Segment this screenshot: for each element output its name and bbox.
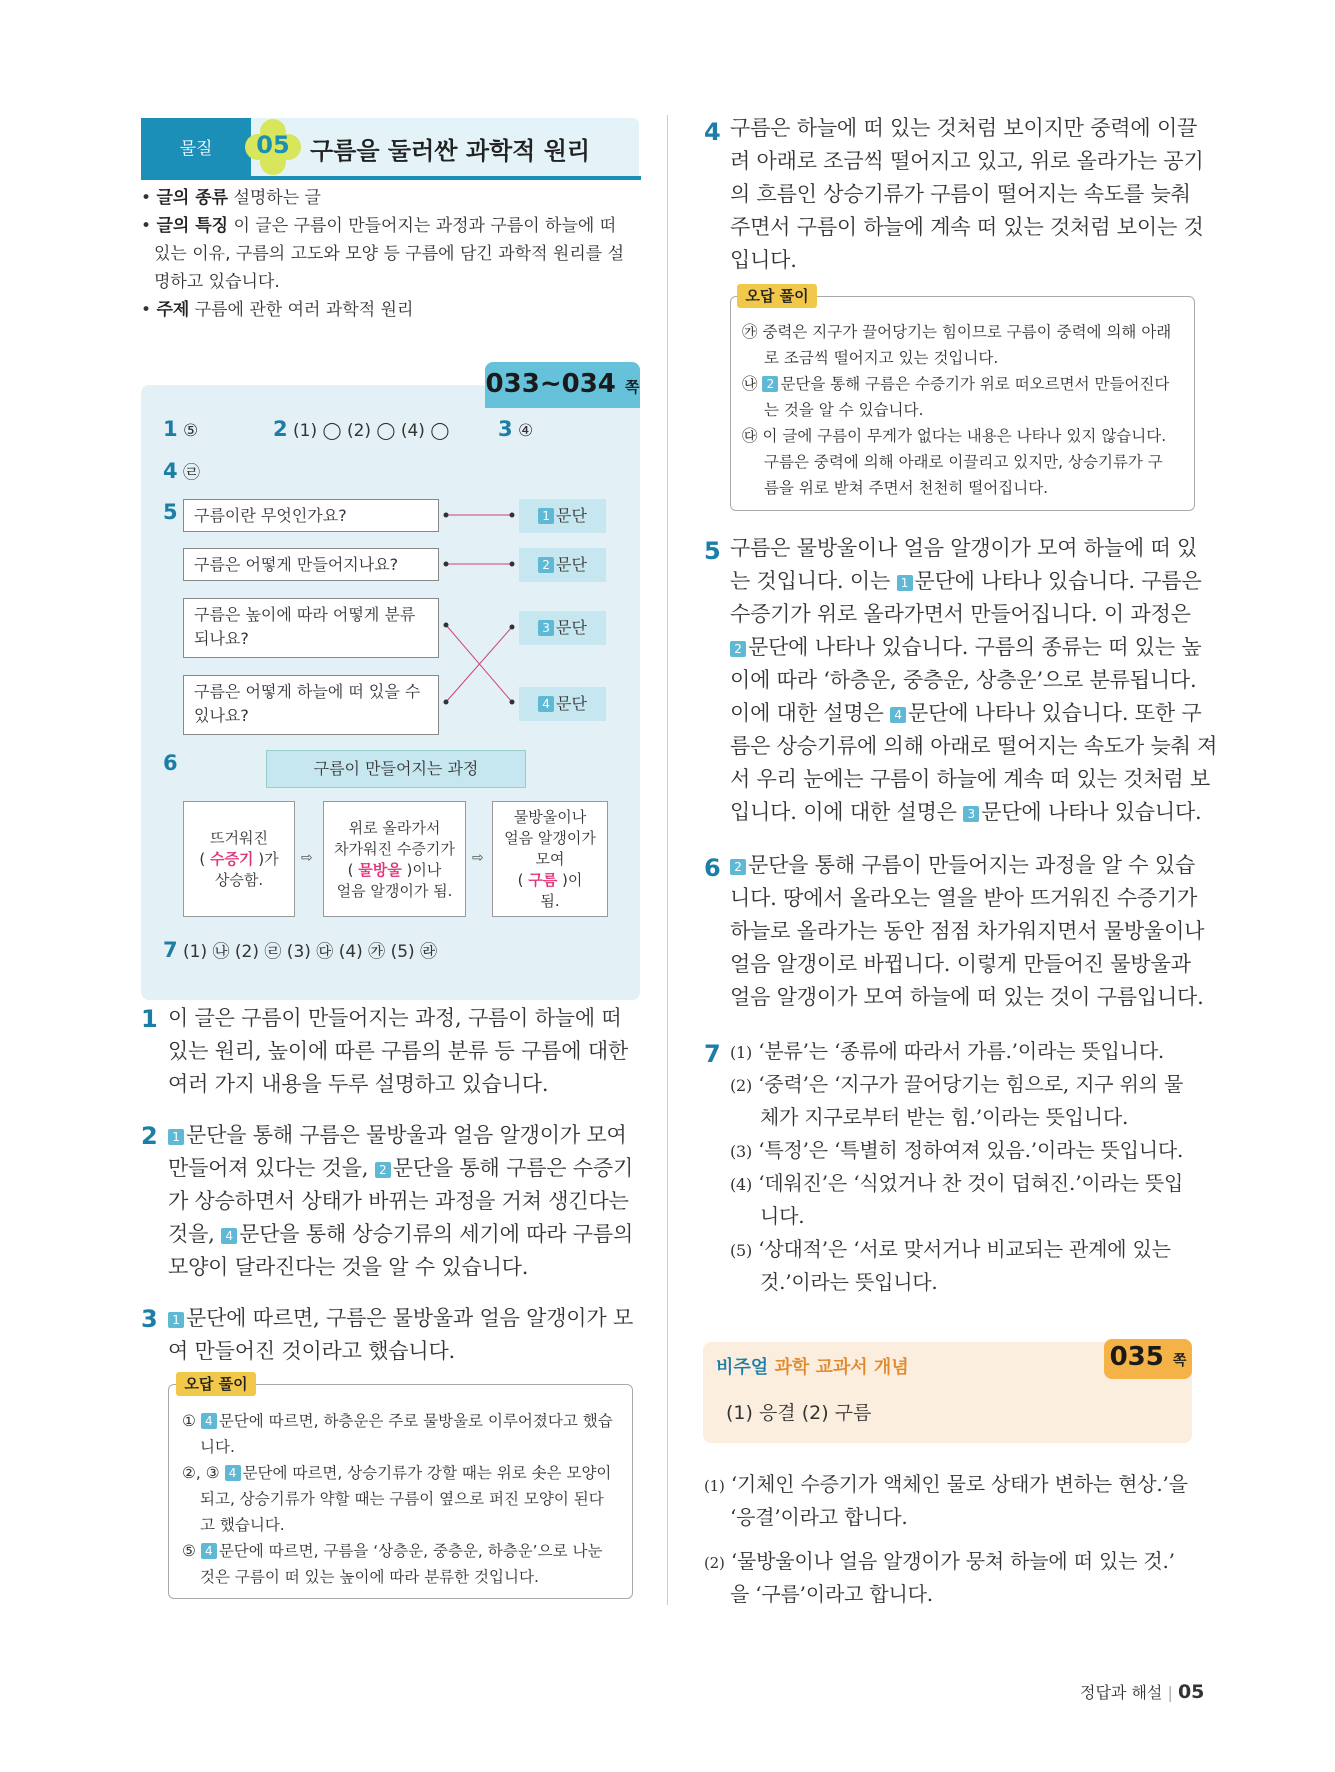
info-topic: • 주제 구름에 관한 여러 과학적 원리 [141,300,414,320]
exp-7-item-4b: 니다. [760,1204,805,1228]
footer: 정답과 해설 | 05 [1080,1681,1205,1703]
q5-question-2: 구름은 어떻게 만들어지나요? [183,548,439,581]
exp-5-line-8: 서 우리 눈에는 구름이 하늘에 계속 떠 있는 것처럼 보 [730,767,1211,791]
q6-step-2: 위로 올라가서 차가워진 수증기가 ( 물방울 )이나 얼음 알갱이가 됨. [323,801,466,917]
exp-7-item-2b: 체가 지구로부터 받는 힘.’이라는 뜻입니다. [760,1105,1129,1129]
answer-q4: 4 ㉣ [163,459,201,483]
exp-1-line-3: 여러 가지 내용을 두루 설명하고 있습니다. [168,1072,549,1096]
exp-7-number: 7 [704,1040,721,1068]
concept-page: 035 쪽 [1109,1342,1187,1372]
exp-1-number: 1 [141,1005,158,1033]
exp-2-line-5: 모양이 달라진다는 것을 알 수 있습니다. [168,1255,529,1279]
exp-5-line-9: 입니다. 이에 대한 설명은 3 문단에 나타나 있습니다. [730,800,1202,824]
concept-exp-2b: 을 ‘구름’이라고 합니다. [730,1582,933,1606]
exp-5-line-6: 이에 대한 설명은 4 문단에 나타나 있습니다. 또한 구 [730,701,1202,725]
exp-5-line-1: 구름은 물방울이나 얼음 알갱이가 모여 하늘에 떠 있 [730,536,1198,560]
page-number: 05 [1177,1681,1205,1703]
left-miss-line-4: 되고, 상승기류가 약할 때는 구름이 옆으로 퍼진 모양이 된다 [200,1490,604,1508]
concept-answer: (1) 응결 (2) 구름 [726,1402,872,1424]
right-miss-c-1: ㉰ 이 글에 구름이 무게가 없다는 내용은 나타나 있지 않습니다. [742,427,1167,445]
exp-6-number: 6 [704,854,721,882]
exp-6-line-3: 하늘로 올라가는 동안 점점 차가워지면서 물방울이나 [730,919,1205,943]
q5-question-3: 구름은 높이에 따라 어떻게 분류되나요? [183,598,439,658]
right-miss-c-2: 구름은 중력에 의해 아래로 이끌리고 있지만, 상승기류가 구 [764,453,1163,471]
exp-7-item-1: (1) ‘분류’는 ‘종류에 따라서 가름.’이라는 뜻입니다. [730,1039,1164,1063]
exp-6-line-1: 2 문단을 통해 구름이 만들어지는 과정을 알 수 있습 [730,849,1195,882]
right-miss-c-3: 름을 위로 받쳐 주면서 천천히 떨어집니다. [764,479,1049,497]
left-miss-line-7: 것은 구름이 떠 있는 높이에 따라 분류한 것입니다. [200,1568,539,1586]
exp-4-number: 4 [704,118,721,146]
left-miss-line-6: ⑤ 4 문단에 따르면, 구름을 ‘상층운, 중층운, 하층운’으로 나눈 [182,1542,603,1560]
header-underline [141,176,641,180]
left-miss-label: 오답 풀이 [176,1372,256,1396]
exp-2-line-4: 것을, 4 문단을 통해 상승기류의 세기에 따라 구름의 [168,1222,634,1246]
exp-7-item-5b: 것.’이라는 뜻입니다. [760,1270,938,1294]
exp-3-number: 3 [141,1305,158,1333]
exp-2-number: 2 [141,1122,158,1150]
exp-7-item-5: (5) ‘상대적’은 ‘서로 맞서거나 비교되는 관계에 있는 [730,1237,1171,1261]
exp-1-line-1: 이 글은 구름이 만들어지는 과정, 구름이 하늘에 떠 [168,1006,622,1030]
answer-q6-number: 6 [163,751,178,775]
exp-7-item-4: (4) ‘데워진’은 ‘식었거나 찬 것이 덥혀진.’이라는 뜻입 [730,1171,1184,1195]
concept-exp-1b: ‘응결’이라고 합니다. [730,1505,908,1529]
lesson-title: 구름을 둘러싼 과학적 원리 [310,137,591,165]
q6-step-3: 물방울이나 얼음 알갱이가 모여 ( 구름 )이 됨. [492,801,608,917]
exp-2-line-2: 만들어져 있다는 것을, 2 문단을 통해 구름은 수증기 [168,1156,634,1180]
info-feature-line3: 명하고 있습니다. [154,272,280,292]
exp-4-line-2: 려 아래로 조금씩 떨어지고 있고, 위로 올라가는 공기 [730,149,1204,173]
exp-4-line-5: 입니다. [730,248,797,272]
q6-step-1: 뜨거워진 ( 수증기 )가 상승함. [183,801,295,917]
right-miss-a-1: ㉮ 중력은 지구가 끌어당기는 힘이므로 구름이 중력에 의해 아래 [742,323,1172,341]
concept-exp-1: (1) ‘기체인 수증기가 액체인 물로 상태가 변하는 현상.’을 [704,1472,1188,1496]
exp-5-number: 5 [704,537,721,565]
exp-2-line-3: 가 상승하면서 상태가 바뀌는 과정을 거쳐 생긴다는 [168,1189,629,1213]
exp-3-line-1: 1 문단에 따르면, 구름은 물방울과 얼음 알갱이가 모 [168,1302,633,1335]
q5-paragraph-2: 2 문단 [519,548,606,582]
info-feature-line2: 있는 이유, 구름의 고도와 모양 등 구름에 담긴 과학적 원리를 설 [154,244,624,264]
left-miss-line-5: 고 했습니다. [200,1516,285,1534]
left-miss-line-3: ②, ③ 4 문단에 따르면, 상승기류가 강할 때는 위로 솟은 모양이 [182,1464,612,1482]
right-miss-b-2: 는 것을 알 수 있습니다. [764,401,924,419]
exp-6-line-5: 얼음 알갱이가 모여 하늘에 떠 있는 것이 구름입니다. [730,985,1204,1009]
info-feature: • 글의 특징 이 글은 구름이 만들어지는 과정과 구름이 하늘에 떠 [141,216,617,236]
info-genre: • 글의 종류 설명하는 글 [141,188,321,208]
right-miss-b-1: ㉯ 2 문단을 통해 구름은 수증기가 위로 떠오르면서 만들어진다 [742,375,1170,393]
exp-5-line-3: 수증기가 위로 올라가면서 만들어집니다. 이 과정은 [730,602,1191,626]
q5-paragraph-3: 3 문단 [519,611,606,645]
lesson-number: 05 [256,131,290,159]
q5-paragraph-1: 1 문단 [519,499,606,533]
exp-7-item-2: (2) ‘중력’은 ‘지구가 끌어당기는 힘으로, 지구 위의 물 [730,1072,1184,1096]
left-miss-line-2: 니다. [200,1438,235,1456]
left-miss-line-1: ① 4 문단에 따르면, 하층운은 주로 물방울로 이루어졌다고 했습 [182,1412,613,1430]
exp-1-line-2: 있는 원리, 높이에 따른 구름의 분류 등 구름에 대한 [168,1039,628,1063]
exp-2-line-1: 1 문단을 통해 구름은 물방울과 얼음 알갱이가 모여 [168,1119,627,1152]
exp-3-line-2: 여 만들어진 것이라고 했습니다. [168,1339,456,1363]
q5-match-lines [440,500,520,730]
exp-4-line-3: 의 흐름인 상승기류가 구름이 떨어지는 속도를 늦춰 [730,182,1191,206]
answer-q3: 3 ④ [498,417,534,441]
exp-5-line-2: 는 것입니다. 이는 1 문단에 나타나 있습니다. 구름은 [730,569,1202,593]
exp-5-line-7: 름은 상승기류에 의해 아래로 떨어지는 속도가 늦춰 져 [730,734,1218,758]
answer-q2: 2 (1) ◯ (2) ◯ (4) ◯ [273,417,450,441]
right-miss-label: 오답 풀이 [737,284,817,308]
q5-question-1: 구름이란 무엇인가요? [183,499,439,532]
exp-6-line-2: 니다. 땅에서 올라오는 열을 받아 뜨거워진 수증기가 [730,886,1198,910]
exp-4-line-4: 주면서 구름이 하늘에 계속 떠 있는 것처럼 보이는 것 [730,215,1204,239]
page-range: 033~034 쪽 [485,369,640,399]
concept-exp-2: (2) ‘물방울이나 얼음 알갱이가 뭉쳐 하늘에 떠 있는 것.’ [704,1549,1175,1573]
column-divider [667,115,668,1605]
exp-5-line-4: 2 문단에 나타나 있습니다. 구름의 종류는 떠 있는 높 [730,631,1202,664]
q5-paragraph-4: 4 문단 [519,687,606,721]
concept-title: 비주얼 과학 교과서 개념 [716,1357,909,1378]
answer-q1: 1 ⑤ [163,417,199,441]
q5-question-4: 구름은 어떻게 하늘에 떠 있을 수 있나요? [183,675,439,735]
exp-4-line-1: 구름은 하늘에 떠 있는 것처럼 보이지만 중력에 이끌 [730,116,1198,140]
arrow-icon: ⇨ [472,850,484,866]
answer-q7: 7 (1) ㉯ (2) ㉣ (3) ㉰ (4) ㉮ (5) ㉱ [163,938,438,962]
category-label: 물질 [179,139,213,159]
right-miss-a-2: 로 조금씩 떨어지고 있는 것입니다. [764,349,999,367]
q6-process-title: 구름이 만들어지는 과정 [266,750,526,788]
exp-5-line-5: 이에 따라 ‘하층운, 중층운, 상층운’으로 분류됩니다. [730,668,1197,692]
exp-7-item-3: (3) ‘특정’은 ‘특별히 정하여져 있음.’이라는 뜻입니다. [730,1138,1184,1162]
answer-q5-number: 5 [163,500,178,524]
exp-6-line-4: 얼음 알갱이로 바뀝니다. 이렇게 만들어진 물방울과 [730,952,1191,976]
arrow-icon: ⇨ [301,850,313,866]
